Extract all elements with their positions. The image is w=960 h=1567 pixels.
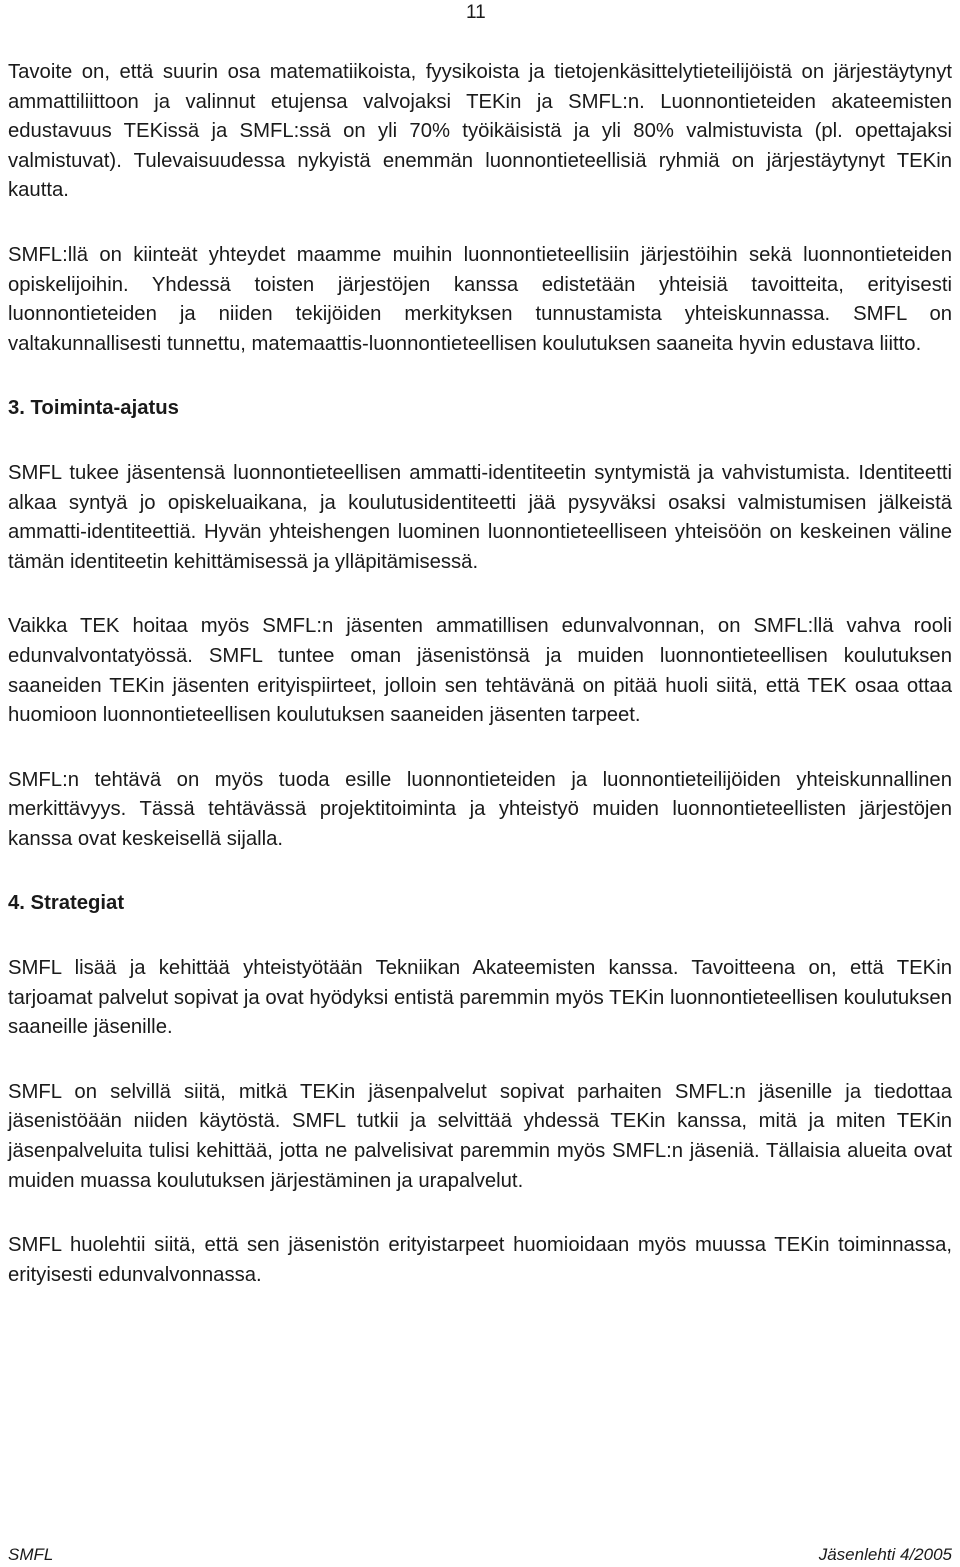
paragraph-goal: Tavoite on, että suurin osa matematiikoista, fyysikoista ja tietojenkäsittelytieteilijöistä on järjestäytynyt ammattiliittoon ja valinnut etujensa valvojaksi TEKin ja SMFL:n. Luonnontieteiden akateemisten edustavuus TEKissä ja SMFL:ssä on yli 70% työikäisistä ja yli 80% valmistuvista (pl. opettajaksi valmistuvat). Tulevaisuudessa nykyistä enemmän luonnontieteellisiä ryhmiä on järjestäytynyt TEKin kautta. bbox=[8, 61, 952, 202]
page-number: 11 bbox=[466, 2, 486, 23]
section-3-heading: 3. Toiminta-ajatus bbox=[8, 397, 179, 420]
paragraph-connections: SMFL:llä on kiinteät yhteydet maamme muihin luonnontieteellisiin järjestöihin sekä luonnontieteiden opiskelijoihin. Yhdessä toisten järjestöjen kanssa edistetään yhteisiä tavoitteita, erityisesti luonnontieteiden ja niiden tekijöiden merkityksen tunnustamista yhteiskunnassa. SMFL on valtakunnallisesti tunnettu, matemaattis-luonnontieteellisen koulutuksen saaneita hyvin edustava liitto. bbox=[8, 243, 952, 355]
section-4-paragraph-3: SMFL huolehtii siitä, että sen jäsenistön erityistarpeet huomioidaan myös muussa TEKin toiminnassa, erityisesti edunvalvonnassa. bbox=[8, 1234, 952, 1286]
section-3-paragraph-2: Vaikka TEK hoitaa myös SMFL:n jäsenten ammatillisen edunvalvonnan, on SMFL:llä vahva rooli edunvalvontatyössä. SMFL tuntee oman jäsenistönsä ja muiden luonnontieteellisen koulutuksen saaneiden TEKin jäsenten erityispiirteet, jolloin sen tehtävänä on pitää huoli siitä, että TEK osaa ottaa huomioon luonnontieteellisen koulutuksen saaneiden jäsenten tarpeet. bbox=[8, 615, 952, 727]
footer-issue: Jäsenlehti 4/2005 bbox=[818, 1545, 952, 1564]
section-4-heading: 4. Strategiat bbox=[8, 892, 125, 915]
section-4-paragraph-2: SMFL on selvillä siitä, mitkä TEKin jäsenpalvelut sopivat parhaiten SMFL:n jäsenille ja tiedottaa jäsenistöään niiden käytöstä. SMFL tutkii ja selvittää yhdessä TEKin kanssa, mitä ja miten TEKin jäsenpalveluita tulisi kehittää, jotta ne palvelisivat paremmin myös SMFL:n jäseniä. Tällaisia alueita ovat muiden muassa koulutuksen järjestäminen ja urapalvelut. bbox=[8, 1080, 952, 1192]
section-3-paragraph-3: SMFL:n tehtävä on myös tuoda esille luonnontieteiden ja luonnontieteilijöiden yhteiskunnallinen merkittävyys. Tässä tehtävässä projektitoiminta ja yhteistyö muiden luonnontieteellisten järjestöjen kanssa ovat keskeisellä sijalla. bbox=[8, 768, 952, 850]
section-3-paragraph-1: SMFL tukee jäsentensä luonnontieteellisen ammatti-identiteetin syntymistä ja vahvistumista. Identiteetti alkaa syntyä jo opiskeluaikana, ja koulutusidentiteetti jää pysyväksi osaksi valmistumisen jälkeistä ammatti-identiteettiä. Hyvän yhteishengen luominen luonnontieteelliseen yhteisöön on keskeinen väline tämän identiteetin kehittämisessä ja ylläpitämisessä. bbox=[8, 461, 952, 573]
section-4-paragraph-1: SMFL lisää ja kehittää yhteistyötään Tekniikan Akateemisten kanssa. Tavoitteena on, että TEKin tarjoamat palvelut sopivat ja ovat hyödyksi entistä paremmin myös TEKin luonnontieteellisen koulutuksen saaneille jäsenille. bbox=[8, 957, 952, 1039]
document-body bbox=[8, 58, 952, 1325]
footer-publisher: SMFL bbox=[8, 1545, 54, 1564]
